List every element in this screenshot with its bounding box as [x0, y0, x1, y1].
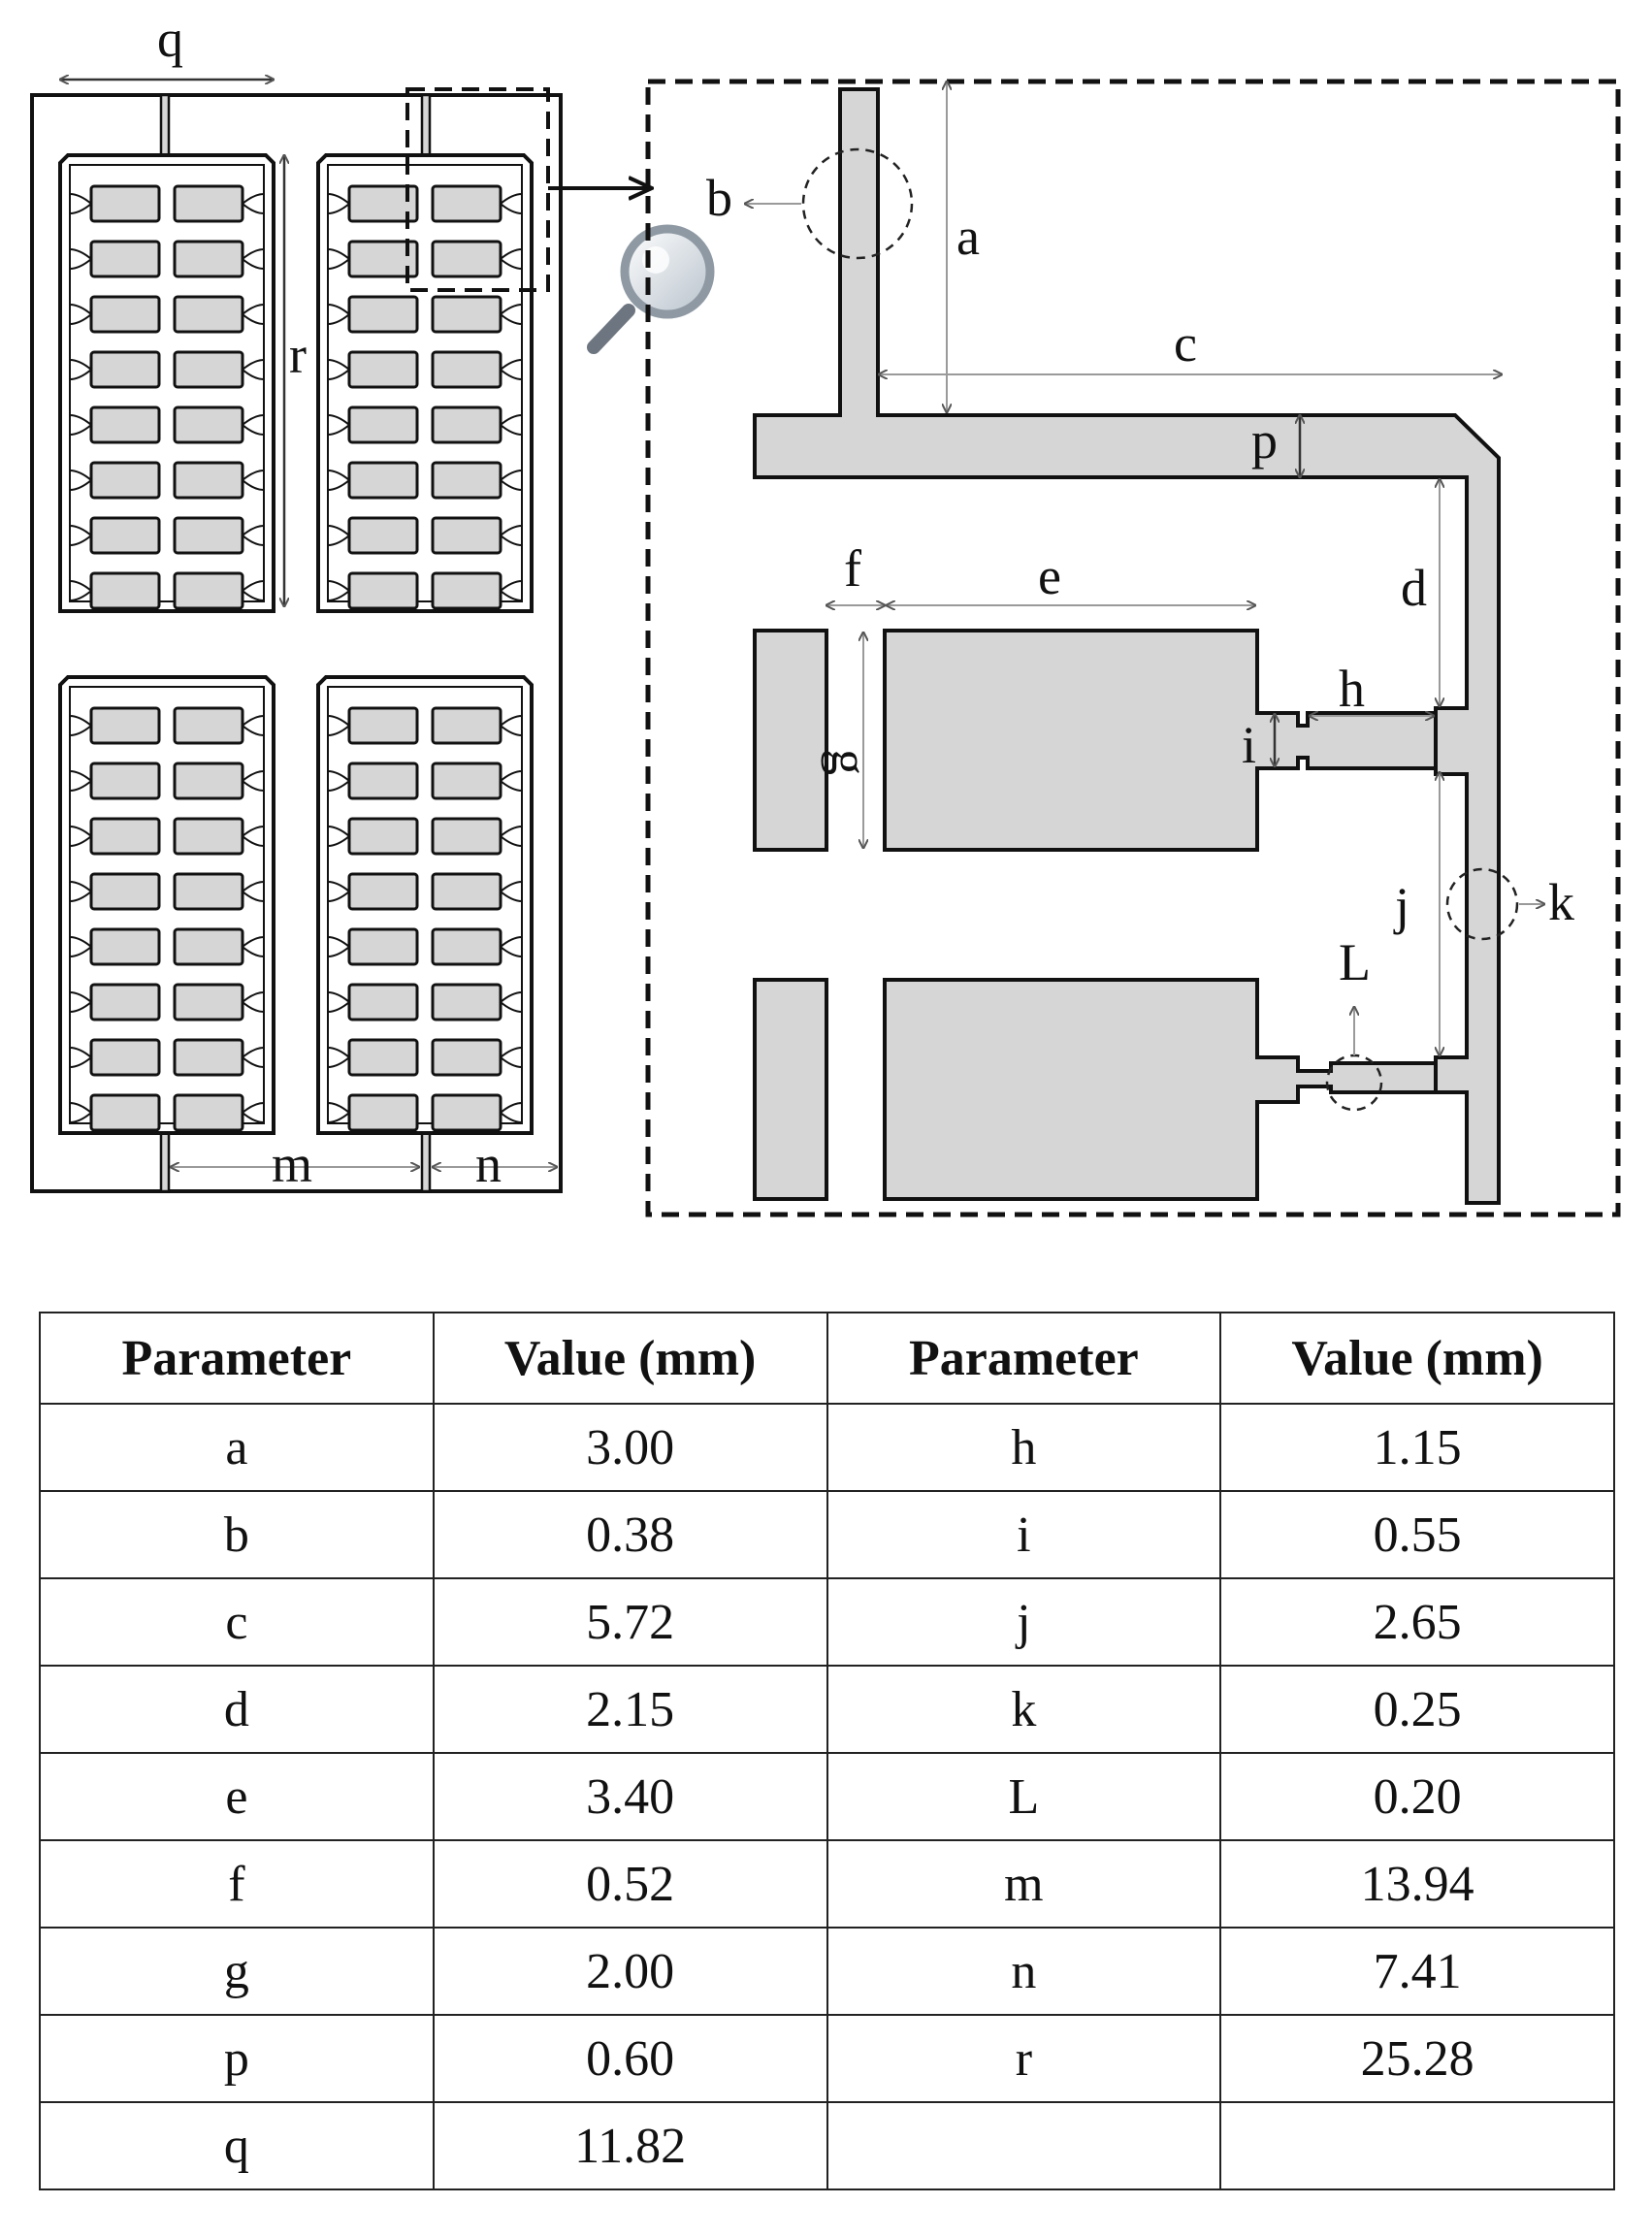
patch-element: [175, 985, 243, 1020]
patch-element: [349, 874, 417, 909]
label-m: m: [272, 1135, 313, 1193]
patch-element: [175, 242, 243, 276]
patch-element: [433, 1040, 501, 1075]
patch-element: [433, 242, 501, 276]
patch-element: [433, 518, 501, 553]
value-cell: 0.38: [434, 1491, 827, 1578]
label-e: e: [1038, 547, 1061, 605]
parameter-cell: L: [827, 1753, 1221, 1840]
patch-element: [175, 518, 243, 553]
label-h: h: [1339, 660, 1365, 718]
value-cell: 0.25: [1220, 1666, 1614, 1753]
patch-element: [91, 573, 159, 608]
value-cell: 25.28: [1220, 2015, 1614, 2102]
table-row: [40, 1578, 1614, 1666]
value-cell: 0.60: [434, 2015, 827, 2102]
patch-element: [433, 297, 501, 332]
parameter-cell: a: [40, 1404, 434, 1491]
value-cell: 13.94: [1220, 1840, 1614, 1928]
patch-element: [91, 1095, 159, 1130]
patch-element: [433, 407, 501, 442]
parameter-cell: r: [827, 2015, 1221, 2102]
parameter-cell: q: [40, 2102, 434, 2189]
label-r: r: [289, 326, 307, 384]
patch-element: [175, 929, 243, 964]
table-row: [40, 1753, 1614, 1840]
table-row: [40, 2102, 1614, 2189]
parameter-cell: b: [40, 1491, 434, 1578]
patch-element: [175, 819, 243, 854]
value-cell: 11.82: [434, 2102, 827, 2189]
patch-element: [91, 1040, 159, 1075]
subarray: [60, 155, 274, 611]
patch-element: [433, 573, 501, 608]
header-parameter-1: Parameter: [40, 1313, 434, 1404]
label-f: f: [844, 539, 861, 598]
magnifier-icon: [594, 229, 710, 347]
patch-element: [349, 352, 417, 387]
patch-element: [349, 573, 417, 608]
patch-element: [91, 463, 159, 498]
table-header-row: [40, 1313, 1614, 1404]
label-d: d: [1401, 559, 1427, 617]
patch-element: [349, 985, 417, 1020]
patch-element: [91, 985, 159, 1020]
patch-element: [349, 1040, 417, 1075]
patch-element: [349, 1095, 417, 1130]
label-a: a: [956, 208, 980, 266]
patch-element: [91, 708, 159, 743]
patch-element: [349, 518, 417, 553]
parameter-cell: e: [40, 1753, 434, 1840]
value-cell: 7.41: [1220, 1928, 1614, 2015]
table-row: [40, 1491, 1614, 1578]
parameter-cell: m: [827, 1840, 1221, 1928]
patch-element: [175, 297, 243, 332]
patch-element: [175, 352, 243, 387]
value-cell: 2.65: [1220, 1578, 1614, 1666]
table-row: [40, 1666, 1614, 1753]
patch-element: [175, 1040, 243, 1075]
patch-element: [175, 874, 243, 909]
value-cell: 0.52: [434, 1840, 827, 1928]
subarray: [318, 155, 532, 611]
value-cell: 2.15: [434, 1666, 827, 1753]
parameter-cell: n: [827, 1928, 1221, 2015]
patch-element: [433, 763, 501, 798]
patch-element: [91, 407, 159, 442]
parameter-table: [39, 1312, 1615, 2190]
value-cell: 5.72: [434, 1578, 827, 1666]
table-row: [40, 1928, 1614, 2015]
patch-element: [433, 1095, 501, 1130]
value-cell: 3.00: [434, 1404, 827, 1491]
zoomed-structure: [755, 89, 1499, 1203]
label-k: k: [1548, 873, 1574, 931]
label-p: p: [1251, 411, 1278, 470]
label-i: i: [1242, 716, 1257, 774]
table-row: [40, 2015, 1614, 2102]
patch-element: [349, 929, 417, 964]
patch-element: [91, 819, 159, 854]
patch-element: [433, 708, 501, 743]
value-cell: 1.15: [1220, 1404, 1614, 1491]
table-row: [40, 1404, 1614, 1491]
patch-element: [91, 297, 159, 332]
label-n: n: [475, 1135, 502, 1193]
patch-element: [91, 929, 159, 964]
table-row: [40, 1840, 1614, 1928]
patch-element: [349, 763, 417, 798]
patch-element: [175, 186, 243, 221]
header-parameter-2: Parameter: [827, 1313, 1221, 1404]
parameter-cell: f: [40, 1840, 434, 1928]
parameter-cell: [827, 2102, 1221, 2189]
patch-element: [433, 463, 501, 498]
patch-element: [175, 573, 243, 608]
patch-element: [433, 929, 501, 964]
label-j: j: [1395, 877, 1410, 935]
label-L: L: [1339, 933, 1371, 991]
patch-element: [91, 518, 159, 553]
parameter-cell: c: [40, 1578, 434, 1666]
patch-element: [175, 708, 243, 743]
patch-element: [349, 407, 417, 442]
patch-element: [349, 297, 417, 332]
overview-array: [32, 95, 561, 1191]
parameter-cell: d: [40, 1666, 434, 1753]
parameter-cell: i: [827, 1491, 1221, 1578]
patch-element: [433, 874, 501, 909]
patch-element: [91, 352, 159, 387]
value-cell: 2.00: [434, 1928, 827, 2015]
subarray: [60, 677, 274, 1133]
patch-element: [433, 985, 501, 1020]
patch-element: [349, 708, 417, 743]
label-q: q: [157, 10, 183, 68]
parameter-cell: p: [40, 2015, 434, 2102]
patch-element: [349, 819, 417, 854]
value-cell: 0.20: [1220, 1753, 1614, 1840]
patch-element: [433, 352, 501, 387]
parameter-cell: j: [827, 1578, 1221, 1666]
subarray: [318, 677, 532, 1133]
patch-element: [433, 186, 501, 221]
patch-element: [91, 186, 159, 221]
patch-element: [175, 763, 243, 798]
patch-element: [91, 242, 159, 276]
parameter-cell: g: [40, 1928, 434, 2015]
patch-element: [433, 819, 501, 854]
header-value-2: Value (mm): [1220, 1313, 1614, 1404]
patch-element: [175, 463, 243, 498]
value-cell: 0.55: [1220, 1491, 1614, 1578]
label-c: c: [1174, 314, 1197, 373]
patch-element: [175, 407, 243, 442]
patch-element: [91, 874, 159, 909]
patch-element: [91, 763, 159, 798]
header-value-1: Value (mm): [434, 1313, 827, 1404]
patch-element: [349, 463, 417, 498]
parameter-cell: h: [827, 1404, 1221, 1491]
patch-element: [175, 1095, 243, 1130]
label-g: g: [821, 749, 879, 775]
parameter-cell: k: [827, 1666, 1221, 1753]
label-b: b: [706, 169, 732, 227]
value-cell: [1220, 2102, 1614, 2189]
value-cell: 3.40: [434, 1753, 827, 1840]
